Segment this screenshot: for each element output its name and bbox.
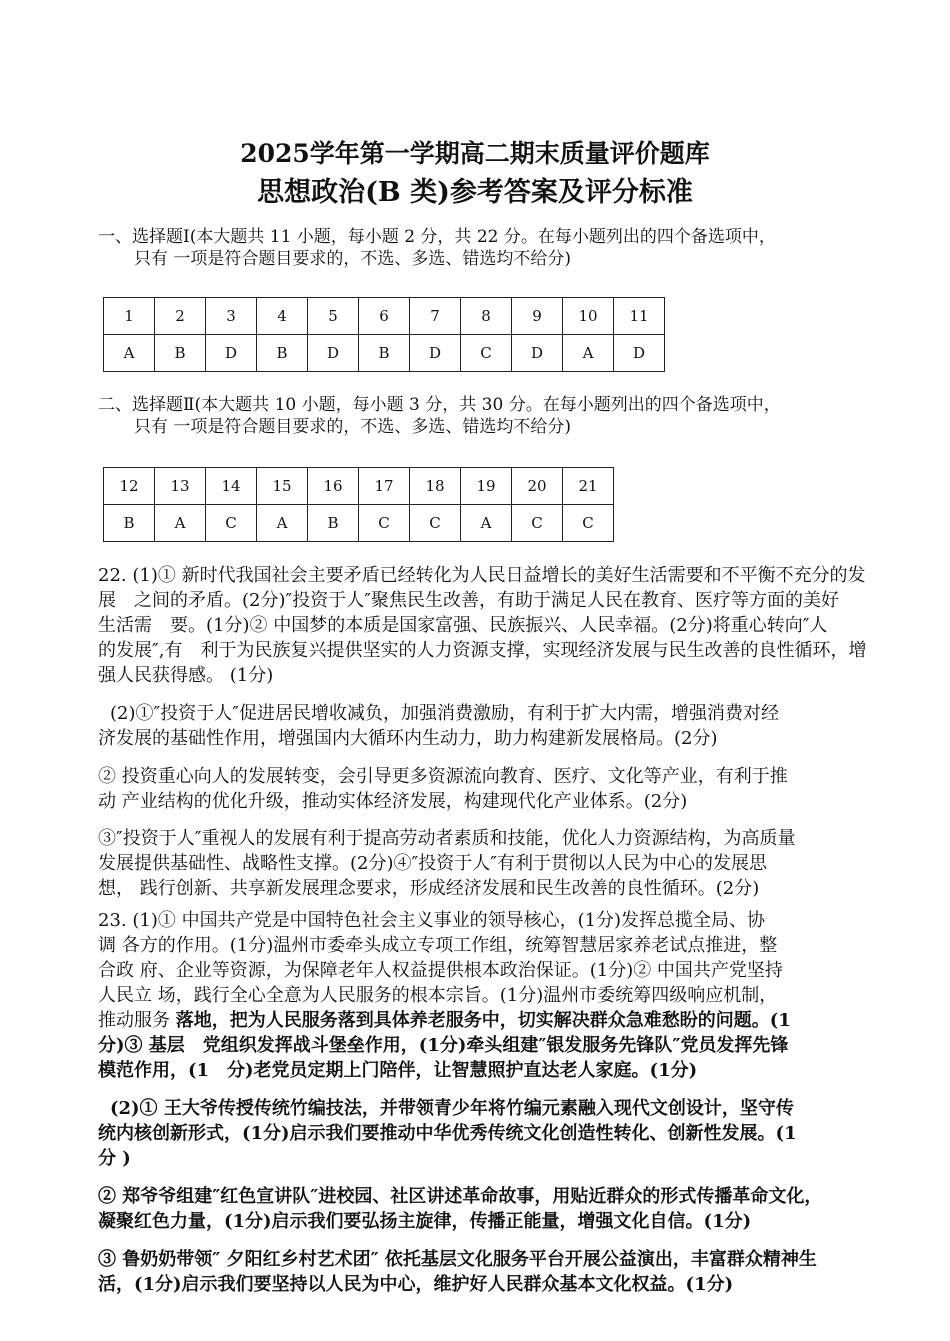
answer-table-2 <box>103 467 614 542</box>
section1-heading: 一、选择题Ⅰ(本大题共 11 小题，每小题 2 分，共 22 分。在每小题列出的四个备选项中， <box>98 227 776 247</box>
table-row-numbers <box>104 468 614 505</box>
answer-cell: D <box>410 335 461 372</box>
table-row-numbers <box>104 298 665 335</box>
question-number-cell: 17 <box>359 468 410 505</box>
question-number-cell: 6 <box>359 298 410 335</box>
text-segment: 推动服务 <box>98 1010 176 1031</box>
text-line: ③″投资于人″重视人的发展有利于提高劳动者素质和技能，优化人力资源结构，为高质量 <box>98 828 796 849</box>
question-number-cell: 12 <box>104 468 155 505</box>
answer-cell: C <box>359 505 410 542</box>
text-line: ② 投资重心向人的发展转变，会引导更多资源流向教育、医疗、文化等产业，有利于推 <box>98 766 788 787</box>
answer-cell: B <box>104 505 155 542</box>
text-line: 23. (1)① 中国共产党是中国特色社会主义事业的领导核心，(1分)发挥总揽全局、协 <box>98 910 766 931</box>
answer-cell: D <box>614 335 665 372</box>
answer-cell: B <box>257 335 308 372</box>
question-number-cell: 14 <box>206 468 257 505</box>
text-segment-bold: 落地，把为人民服务落到具体养老服务中，切实解决群众急难愁盼的问题。(1 <box>175 1010 791 1031</box>
text-line: 发展提供基础性、战略性支撑。(2分)④″投资于人″有利于贯彻以人民为中心的发展思 <box>98 853 767 874</box>
text-line: (2)①″投资于人″促进居民增收减负，加强消费激励，有利于扩大内需，增强消费对经 <box>110 703 779 724</box>
question-number-cell: 1 <box>104 298 155 335</box>
text-line: 活，(1分)启示我们要坚持以人民为中心，维护好人民群众基本文化权益。(1分) <box>98 1274 734 1295</box>
answer-cell: C <box>206 505 257 542</box>
question-number-cell: 18 <box>410 468 461 505</box>
text-line: 生活需 要。(1分)② 中国梦的本质是国家富强、民族振兴、人民幸福。(2分)将重心转向″人 <box>98 615 828 636</box>
answer-cell: A <box>563 335 614 372</box>
text-line: 动 产业结构的优化升级，推动实体经济发展，构建现代化产业体系。(2分) <box>98 791 688 812</box>
table-row-answers <box>104 505 614 542</box>
question-number-cell: 2 <box>155 298 206 335</box>
question-number-cell: 15 <box>257 468 308 505</box>
answer-table-1 <box>103 297 665 372</box>
text-line: 想， 践行创新、共享新发展理念要求，形成经济发展和民生改善的良性循环。(2分) <box>98 878 760 899</box>
answer-cell: A <box>461 505 512 542</box>
answer-cell: D <box>206 335 257 372</box>
answer-cell: A <box>257 505 308 542</box>
question-number-cell: 8 <box>461 298 512 335</box>
question-number-cell: 13 <box>155 468 206 505</box>
text-line: 22. (1)① 新时代我国社会主要矛盾已经转化为人民日益增长的美好生活需要和不平衡不充分的发 <box>98 565 866 586</box>
text-line: 分)③ 基层 党组织发挥战斗堡垒作用，(1分)牵头组建″银发服务先锋队″党员发挥先锋 <box>98 1035 789 1056</box>
question-number-cell: 9 <box>512 298 563 335</box>
text-line: 合政 府、企业等资源，为保障老年人权益提供根本政治保证。(1分)② 中国共产党坚持 <box>98 960 783 981</box>
doc-subtitle: 思想政治(B 类)参考答案及评分标准 <box>257 177 693 208</box>
doc-title: 2025学年第一学期高二期末质量评价题库 <box>240 139 710 168</box>
question-number-cell: 11 <box>614 298 665 335</box>
section1-note: 只有 一项是符合题目要求的，不选、多选、错选均不给分) <box>134 249 572 269</box>
question-number-cell: 10 <box>563 298 614 335</box>
answer-cell: A <box>155 505 206 542</box>
answer-cell: D <box>308 335 359 372</box>
text-line: ③ 鲁奶奶带领″ 夕阳红乡村艺术团″ 依托基层文化服务平台开展公益演出，丰富群众精神生 <box>98 1249 817 1270</box>
text-line: 人民立 场，践行全心全意为人民服务的根本宗旨。(1分)温州市委统筹四级响应机制， <box>98 985 778 1006</box>
answer-cell: C <box>410 505 461 542</box>
text-line <box>98 1006 791 1032</box>
question-number-cell: 16 <box>308 468 359 505</box>
text-line: 分 ) <box>98 1148 131 1169</box>
text-line: 展 之间的矛盾。(2分)″投资于人″聚焦民生改善，有助于满足人民在教育、医疗等方面的美好 <box>98 590 839 611</box>
text-line: 统内核创新形式，(1分)启示我们要推动中华优秀传统文化创造性转化、创新性发展。(1 <box>98 1123 797 1144</box>
answer-cell: B <box>308 505 359 542</box>
question-number-cell: 3 <box>206 298 257 335</box>
answer-cell: B <box>155 335 206 372</box>
text-line: 凝聚红色力量，(1分)启示我们要弘扬主旋律，传播正能量，增强文化自信。(1分) <box>98 1211 752 1232</box>
text-line: 济发展的基础性作用，增强国内大循环内生动力，助力构建新发展格局。(2分) <box>98 728 718 749</box>
text-line: 模范作用，(1 分)老党员定期上门陪伴，让智慧照护直达老人家庭。(1分) <box>98 1060 698 1081</box>
answer-cell: C <box>461 335 512 372</box>
question-number-cell: 21 <box>563 468 614 505</box>
question-number-cell: 4 <box>257 298 308 335</box>
answer-cell: C <box>512 505 563 542</box>
section2-note: 只有 一项是符合题目要求的，不选、多选、错选均不给分) <box>134 417 572 437</box>
question-number-cell: 5 <box>308 298 359 335</box>
answer-cell: D <box>512 335 563 372</box>
answer-cell: B <box>359 335 410 372</box>
text-line: 强人民获得感。 (1分) <box>98 665 274 686</box>
question-number-cell: 20 <box>512 468 563 505</box>
table-row-answers <box>104 335 665 372</box>
question-number-cell: 7 <box>410 298 461 335</box>
answer-cell: C <box>563 505 614 542</box>
text-line: (2)① 王大爷传授传统竹编技法，并带领青少年将竹编元素融入现代文创设计，坚守传 <box>110 1098 794 1119</box>
text-line: 调 各方的作用。(1分)温州市委牵头成立专项工作组，统筹智慧居家养老试点推进，整 <box>98 935 778 956</box>
text-line: ② 郑爷爷组建″红色宣讲队″进校园、社区讲述革命故事，用贴近群众的形式传播革命文化， <box>98 1186 823 1207</box>
section2-heading: 二、选择题Ⅱ(本大题共 10 小题，每小题 3 分，共 30 分。在每小题列出的四个备选项中， <box>98 395 781 415</box>
answer-cell: A <box>104 335 155 372</box>
question-number-cell: 19 <box>461 468 512 505</box>
text-line: 的发展″,有 利于为民族复兴提供坚实的人力资源支撑，实现经济发展与民生改善的良性循环，增 <box>98 640 867 661</box>
